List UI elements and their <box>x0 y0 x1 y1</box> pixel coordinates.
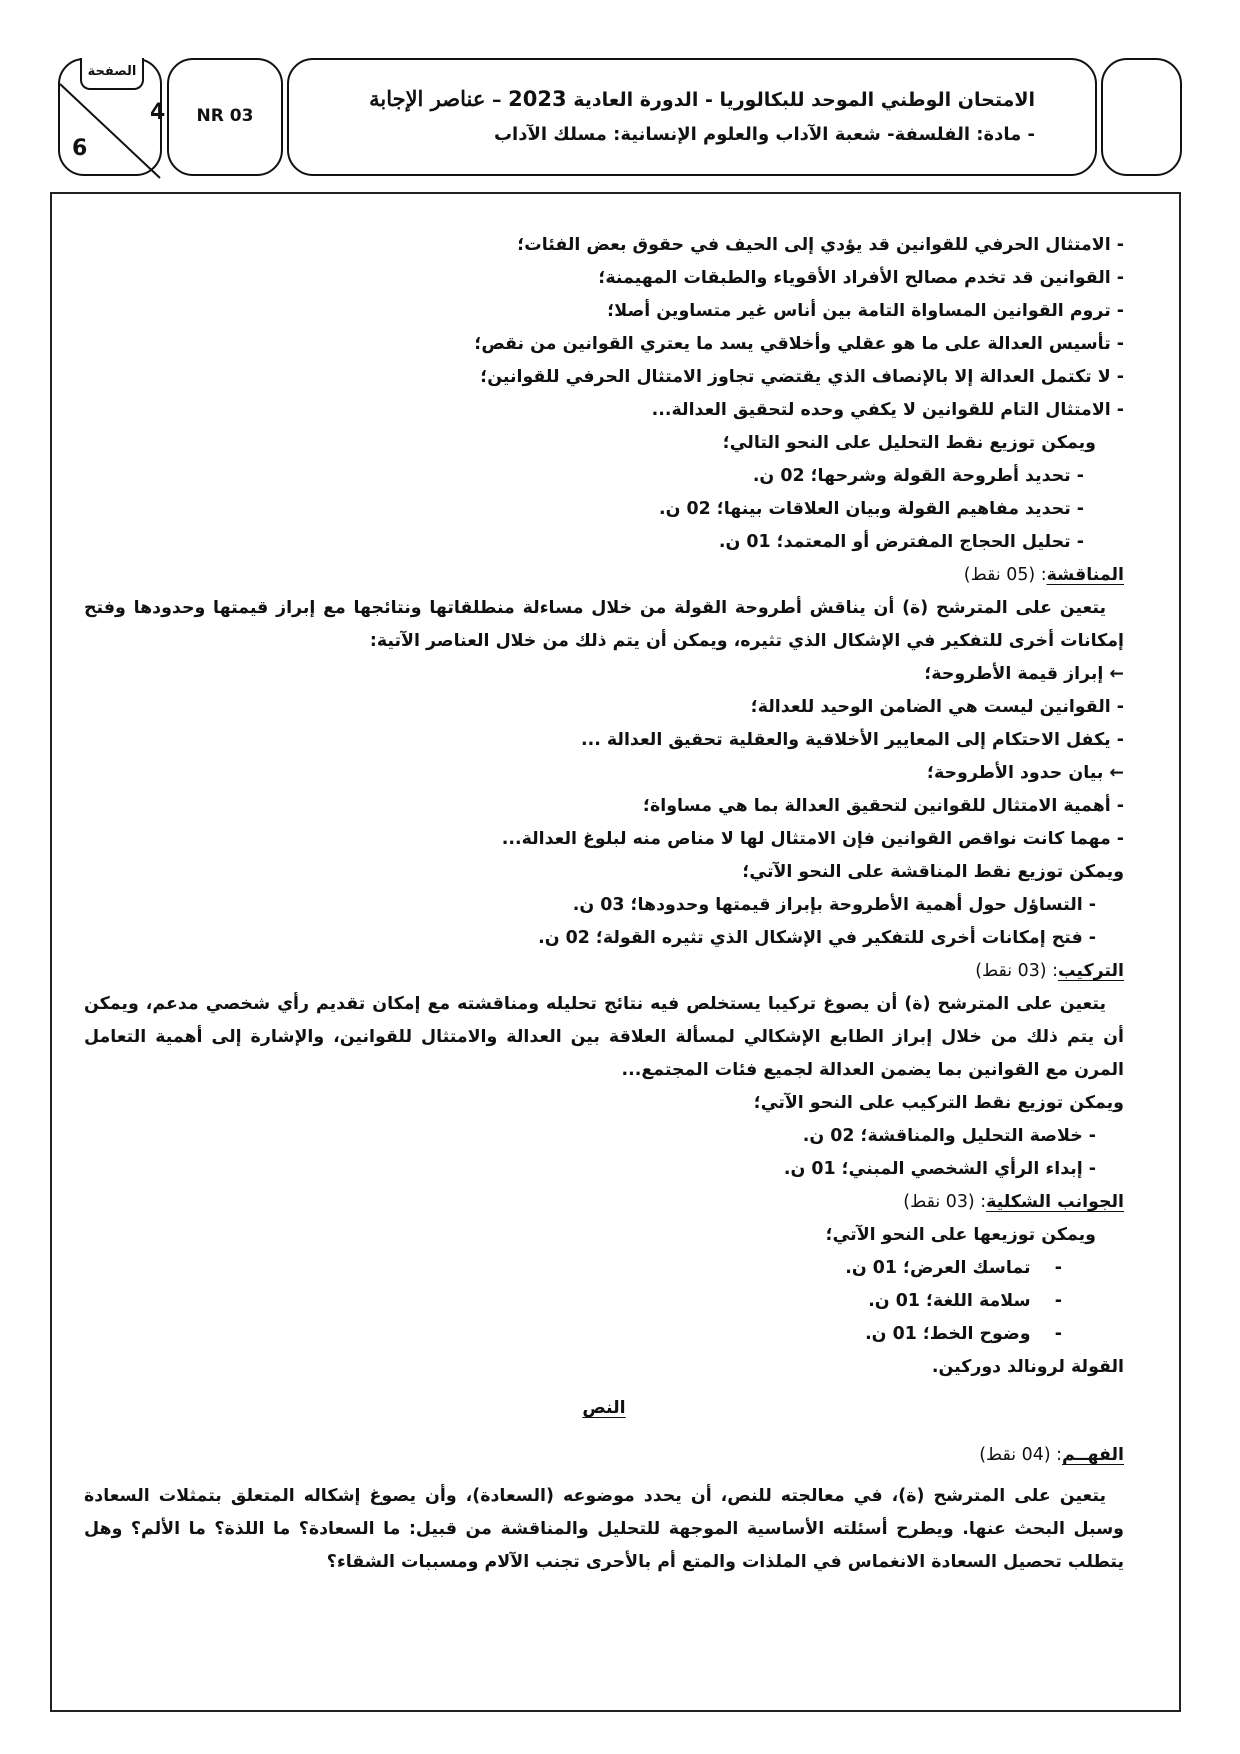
exam-year: 2023 <box>508 87 567 111</box>
synthesis-distribution-intro: ويمكن توزيع نقط التركيب على النحو الآتي؛ <box>753 1093 1124 1113</box>
limits-item: - مهما كانت نواقص القوانين فإن الامتثال لها لا مناص منه لبلوغ العدالة... <box>501 829 1124 849</box>
page-label: الصفحة <box>80 58 144 90</box>
discussion-paragraph: يتعين على المترشح (ة) أن يناقش أطروحة القولة من خلال مساءلة منطلقاتها ونتائجها مع إبراز قيمتها وحدودها وفتح إمكانات أخرى للتفكير في الإشكال الذي تثيره، ويمكن أن يتم ذلك من خلال العناصر الآتية: <box>84 598 1124 651</box>
analysis-point: - لا تكتمل العدالة إلا بالإنصاف الذي يقتضي تجاوز الامتثال الحرفي للقوانين؛ <box>480 367 1124 387</box>
page-total: 6 <box>72 136 88 161</box>
formal-item: - وضوح الخط؛ 01 ن. <box>865 1324 1062 1344</box>
formal-heading-line <box>84 1186 1124 1219</box>
title-dash: – <box>492 89 502 111</box>
synthesis-heading: التركيب <box>1057 961 1124 981</box>
text-section-title-line <box>84 1392 1124 1425</box>
answers-label: عناصر الإجابة <box>369 86 486 111</box>
synthesis-distribution-item: - إبداء الرأي الشخصي المبني؛ 01 ن. <box>783 1159 1096 1179</box>
comprehension-heading: الفهــم <box>1061 1445 1124 1465</box>
answer-content <box>84 229 1124 1579</box>
page-number-box <box>58 58 166 176</box>
synthesis-heading-line <box>84 955 1124 988</box>
analysis-point: - القوانين قد تخدم مصالح الأفراد الأقوياء والطبقات المهيمنة؛ <box>598 268 1124 288</box>
exam-code: NR 03 <box>196 106 254 126</box>
discussion-distribution-intro: ويمكن توزيع نقط المناقشة على النحو الآتي؛ <box>742 862 1124 882</box>
empty-side-box <box>1101 58 1182 176</box>
analysis-point: - الامتثال الحرفي للقوانين قد يؤدي إلى الحيف في حقوق بعض الفئات؛ <box>517 235 1124 255</box>
comprehension-paragraph: يتعين على المترشح (ة)، في معالجته للنص، أن يحدد موضوعه (السعادة)، وأن يصوغ إشكاله المتعلق بتمثلات السعادة وسبل البحث عنها. ويطرح أسئلته الأساسية الموجهة للتحليل والمناقشة من قبيل: ما السعادة؟ ما اللذة؟ ما الألم؟ وهل يتطلب تحصيل السعادة الانغماس في الملذات والمتع أم بالأحرى تجنب الآلام ومسببات الشقاء؟ <box>84 1486 1124 1572</box>
analysis-point: - تأسيس العدالة على ما هو عقلي وأخلاقي يسد ما يعتري القوانين من نقص؛ <box>474 334 1124 354</box>
discussion-distribution-item: - فتح إمكانات أخرى للتفكير في الإشكال الذي تثيره القولة؛ 02 ن. <box>538 928 1096 948</box>
value-heading: ← إبراز قيمة الأطروحة؛ <box>924 664 1124 684</box>
analysis-distribution-item: - تحديد أطروحة القولة وشرحها؛ 02 ن. <box>752 466 1084 486</box>
analysis-distribution-intro: ويمكن توزيع نقط التحليل على النحو التالي؛ <box>722 433 1096 453</box>
synthesis-distribution-item: - خلاصة التحليل والمناقشة؛ 02 ن. <box>802 1126 1096 1146</box>
exam-title-box <box>287 58 1097 176</box>
exam-title-text: الامتحان الوطني الموحد للبكالوريا - الدورة العادية <box>573 89 1035 111</box>
limits-heading: ← بيان حدود الأطروحة؛ <box>926 763 1124 783</box>
quote-author: القولة لرونالد دوركين. <box>931 1357 1124 1377</box>
synthesis-score: : (03 نقط) <box>975 961 1058 981</box>
formal-score: : (03 نقط) <box>903 1192 987 1212</box>
page-number: 4 <box>150 100 166 125</box>
formal-distribution-intro: ويمكن توزيعها على النحو الآتي؛ <box>825 1225 1096 1245</box>
analysis-distribution-item: - تحليل الحجاج المفترض أو المعتمد؛ 01 ن. <box>718 532 1084 552</box>
discussion-score: : (05 نقط) <box>963 565 1047 585</box>
discussion-distribution-item: - التساؤل حول أهمية الأطروحة بإبراز قيمتها وحدودها؛ 03 ن. <box>572 895 1096 915</box>
exam-subtitle: - مادة: الفلسفة- شعبة الآداب والعلوم الإنسانية: مسلك الآداب <box>493 124 1035 145</box>
limits-item: - أهمية الامتثال للقوانين لتحقيق العدالة بما هي مساواة؛ <box>643 796 1124 816</box>
synthesis-paragraph: يتعين على المترشح (ة) أن يصوغ تركيبا يستخلص فيه نتائج تحليله ومناقشته مع إمكان تقديم رأي شخصي مدعم، ويمكن أن يتم ذلك من خلال إبراز الطابع الإشكالي لمسألة العلاقة بين العدالة والامتثال للقوانين، والإشارة إلى أهمية التعامل المرن مع القوانين بما يضمن العدالة لجميع فئات المجتمع... <box>84 994 1124 1080</box>
comprehension-heading-line <box>84 1439 1124 1472</box>
formal-item: - تماسك العرض؛ 01 ن. <box>845 1258 1062 1278</box>
value-item: - يكفل الاحتكام إلى المعايير الأخلاقية والعقلية تحقيق العدالة ... <box>581 730 1124 750</box>
exam-title <box>369 86 1035 111</box>
formal-item: - سلامة اللغة؛ 01 ن. <box>868 1291 1062 1311</box>
value-item: - القوانين ليست هي الضامن الوحيد للعدالة؛ <box>750 697 1124 717</box>
analysis-point: - تروم القوانين المساواة التامة بين أناس غير متساوين أصلا؛ <box>607 301 1124 321</box>
discussion-heading: المناقشة <box>1046 565 1124 585</box>
analysis-distribution-item: - تحديد مفاهيم القولة وبيان العلاقات بينها؛ 02 ن. <box>658 499 1084 519</box>
text-section-title: النص <box>582 1398 626 1418</box>
comprehension-score: : (04 نقط) <box>979 1445 1062 1465</box>
discussion-heading-line <box>84 559 1124 592</box>
analysis-point: - الامتثال التام للقوانين لا يكفي وحده لتحقيق العدالة... <box>651 400 1124 420</box>
exam-code-box <box>167 58 283 176</box>
formal-heading: الجوانب الشكلية <box>986 1192 1124 1212</box>
